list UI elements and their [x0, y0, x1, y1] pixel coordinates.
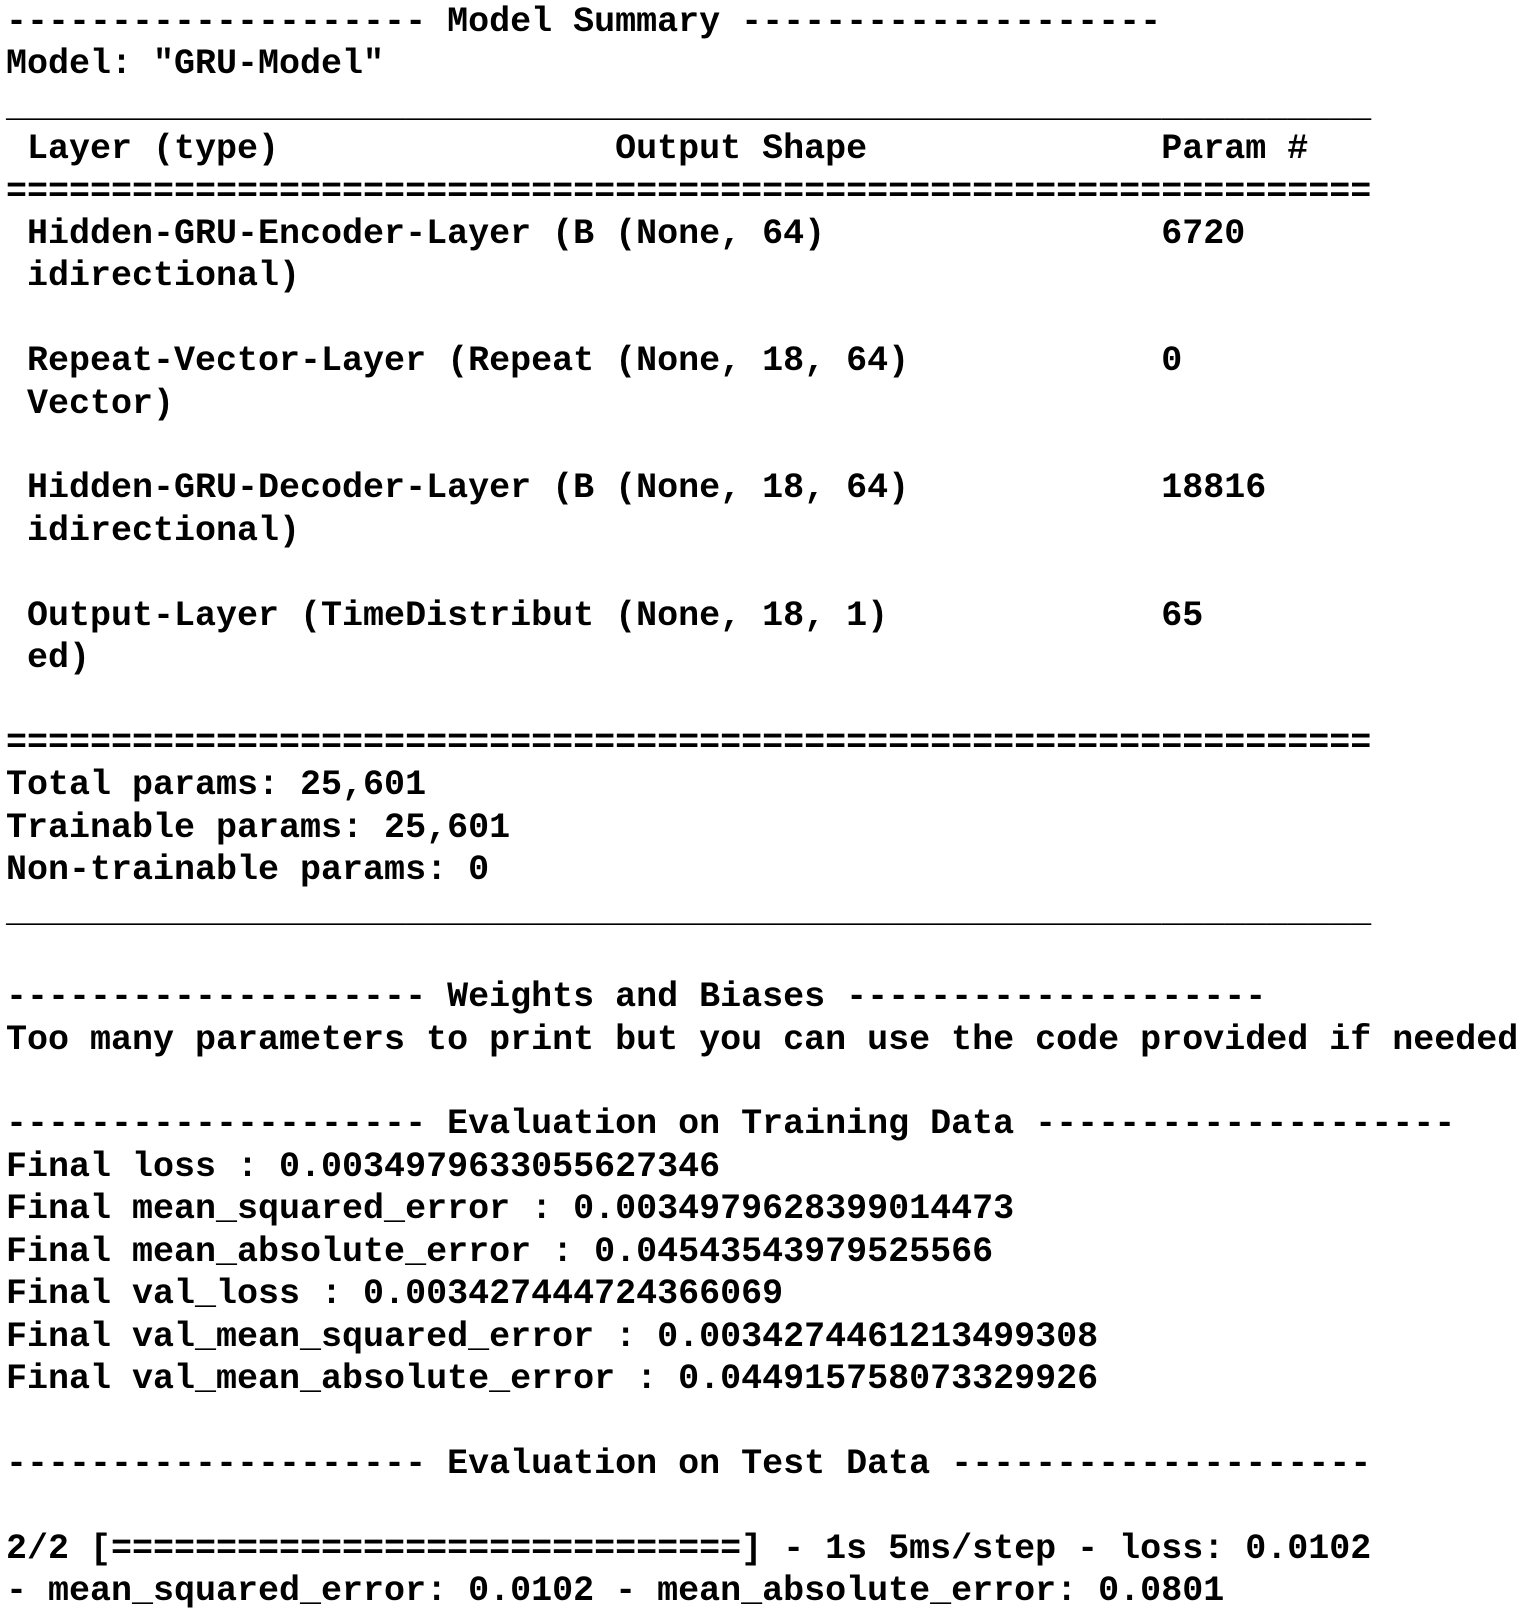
- metric-final-val-mean-squared-error: Final val_mean_squared_error : 0.0034274461213499308: [6, 1316, 1099, 1357]
- table-header-rule: =================================================================: [6, 171, 1372, 212]
- layer-row-output: Output-Layer (TimeDistribut (None, 18, 1) 65: [6, 595, 1204, 636]
- section-title-weights-and-biases: -------------------- Weights and Biases --------------------: [6, 977, 1267, 1018]
- blank-line: [6, 679, 1532, 721]
- table-header-row: Layer (type) Output Shape Param #: [6, 129, 1309, 170]
- layer-row-decoder: Hidden-GRU-Decoder-Layer (B (None, 18, 64) 18816: [6, 468, 1267, 509]
- section-title-evaluation-test: -------------------- Evaluation on Test Data --------------------: [6, 1443, 1372, 1484]
- metric-final-mean-absolute-error: Final mean_absolute_error : 0.04543543979525566: [6, 1231, 994, 1272]
- blank-line: [6, 552, 1532, 594]
- non-trainable-params-line: Non-trainable params: 0: [6, 850, 490, 891]
- test-progress-bar-line: 2/2 [==============================] - 1s 5ms/step - loss: 0.0102: [6, 1528, 1372, 1569]
- blank-line: [6, 1061, 1532, 1103]
- total-params-line: Total params: 25,601: [6, 765, 427, 806]
- section-title-evaluation-training: -------------------- Evaluation on Training Data --------------------: [6, 1104, 1456, 1145]
- trainable-params-line: Trainable params: 25,601: [6, 807, 511, 848]
- metric-final-mean-squared-error: Final mean_squared_error : 0.0034979628399014473: [6, 1189, 1015, 1230]
- blank-line: [6, 1485, 1532, 1527]
- blank-line: [6, 425, 1532, 467]
- table-top-rule: _________________________________________________________________: [6, 86, 1372, 127]
- metric-final-loss: Final loss : 0.0034979633055627346: [6, 1146, 721, 1187]
- metric-final-val-mean-absolute-error: Final val_mean_absolute_error : 0.044915758073329926: [6, 1358, 1099, 1399]
- layer-row-decoder-wrap: idirectional): [6, 510, 301, 551]
- test-metrics-line: - mean_squared_error: 0.0102 - mean_absolute_error: 0.0801: [6, 1570, 1225, 1611]
- blank-line: [6, 1400, 1532, 1442]
- layer-row-repeat-vector-wrap: Vector): [6, 383, 175, 424]
- layer-row-encoder-wrap: idirectional): [6, 256, 301, 297]
- blank-line: [6, 298, 1532, 340]
- metric-final-val-loss: Final val_loss : 0.003427444724366069: [6, 1274, 784, 1315]
- layer-row-output-wrap: ed): [6, 638, 91, 679]
- table-footer-rule: =================================================================: [6, 722, 1372, 763]
- section-title-model-summary: -------------------- Model Summary --------------------: [6, 2, 1162, 42]
- model-name-line: Model: "GRU-Model": [6, 44, 385, 85]
- layer-row-repeat-vector: Repeat-Vector-Layer (Repeat (None, 18, 64) 0: [6, 341, 1183, 382]
- weights-and-biases-message: Too many parameters to print but you can use the code provided if needed: [6, 1019, 1519, 1060]
- layer-row-encoder: Hidden-GRU-Encoder-Layer (B (None, 64) 6720: [6, 214, 1246, 255]
- table-closing-rule: _________________________________________________________________: [6, 892, 1372, 933]
- blank-line: [6, 934, 1532, 976]
